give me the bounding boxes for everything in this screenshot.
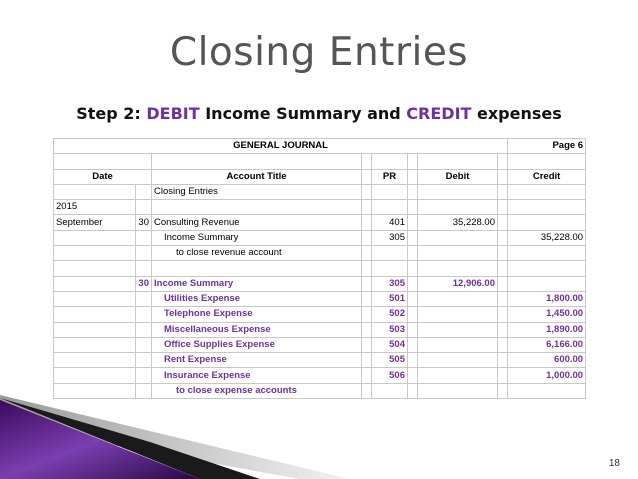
cell-gutter [408,291,418,306]
cell-account: Office Supplies Expense [152,337,362,352]
cell-gutter [362,368,372,383]
cell-account [152,261,362,276]
cell-month [54,230,136,245]
journal-row [54,307,586,322]
step-middle: Income Summary and [199,104,407,123]
cell-day [136,353,152,368]
cell-gutter [498,368,508,383]
cell-gutter [362,230,372,245]
cell-account: Income Summary [152,230,362,245]
cell-gutter [362,246,372,261]
cell-debit [418,200,498,215]
step-debit-word: DEBIT [146,104,200,123]
cell-gutter [498,337,508,352]
cell-month [54,353,136,368]
cell-gutter [498,184,508,199]
cell-pr [372,383,408,398]
cell-day [136,230,152,245]
step-prefix: Step 2: [76,104,147,123]
cell-credit [508,215,586,230]
journal-row [54,230,586,245]
cell-gutter [362,200,372,215]
cell-debit [418,291,498,306]
cell-credit: 1,000.00 [508,368,586,383]
header-pr: PR [372,169,408,184]
cell-month [54,307,136,322]
cell-day [136,322,152,337]
cell-gutter [362,322,372,337]
cell-gutter [362,383,372,398]
cell-debit [418,230,498,245]
cell-gutter [498,307,508,322]
page-number: 18 [608,458,620,469]
cell-gutter [408,383,418,398]
cell-debit [418,383,498,398]
cell-debit [418,246,498,261]
cell-gutter [498,230,508,245]
cell-account: Insurance Expense [152,368,362,383]
step-credit-word: CREDIT [406,104,472,123]
journal-title-row [54,139,586,154]
cell-debit [418,322,498,337]
cell-day [136,383,152,398]
cell-pr [372,261,408,276]
cell-month [54,383,136,398]
cell-pr [372,200,408,215]
header-date: Date [54,169,152,184]
cell-month [54,368,136,383]
general-journal-table [53,138,586,399]
cell-gutter [498,215,508,230]
cell-account: Utilities Expense [152,291,362,306]
cell-account: Income Summary [152,276,362,291]
cell-month: September [54,215,136,230]
journal-row [54,291,586,306]
cell-account: Miscellaneous Expense [152,322,362,337]
cell-gutter [408,215,418,230]
cell-pr: 504 [372,337,408,352]
cell-gutter [408,322,418,337]
cell-gutter [362,307,372,322]
cell-pr: 503 [372,322,408,337]
journal-header-row [54,169,586,184]
cell-account: Closing Entries [152,184,362,199]
cell-debit [418,368,498,383]
cell-account: Consulting Revenue [152,215,362,230]
cell-account: to close expense accounts [152,383,362,398]
cell-gutter [408,184,418,199]
cell-credit [508,184,586,199]
step-heading [0,104,638,123]
cell-pr: 305 [372,276,408,291]
cell-pr: 506 [372,368,408,383]
journal-row [54,337,586,352]
cell-gutter [408,246,418,261]
cell-day [136,337,152,352]
cell-gutter [498,322,508,337]
cell-gutter [408,276,418,291]
journal-title: GENERAL JOURNAL [54,139,508,154]
cell-debit: 35,228.00 [418,215,498,230]
cell-account: Telephone Expense [152,307,362,322]
cell-credit [508,383,586,398]
cell-credit: 600.00 [508,353,586,368]
cell-credit [508,200,586,215]
cell-account [152,200,362,215]
cell-gutter [408,337,418,352]
cell-day [136,291,152,306]
cell-pr: 501 [372,291,408,306]
cell-credit: 1,890.00 [508,322,586,337]
cell-month: 2015 [54,200,136,215]
cell-gutter [362,261,372,276]
cell-debit [418,307,498,322]
cell-debit [418,261,498,276]
slide-title: Closing Entries [169,30,469,75]
cell-month [54,246,136,261]
cell-day [136,246,152,261]
cell-credit [508,246,586,261]
cell-account: to close revenue account [152,246,362,261]
cell-day: 30 [136,276,152,291]
cell-account: Rent Expense [152,353,362,368]
header-credit: Credit [508,169,586,184]
cell-credit: 6,166.00 [508,337,586,352]
header-debit: Debit [418,169,498,184]
cell-gutter [362,184,372,199]
cell-gutter [498,200,508,215]
journal-spacer-row [54,154,586,169]
journal-row [54,353,586,368]
cell-pr: 401 [372,215,408,230]
cell-credit [508,261,586,276]
cell-credit: 35,228.00 [508,230,586,245]
cell-day [136,261,152,276]
cell-pr: 505 [372,353,408,368]
cell-credit: 1,800.00 [508,291,586,306]
journal-row [54,368,586,383]
journal-row [54,383,586,398]
cell-pr: 305 [372,230,408,245]
cell-gutter [498,291,508,306]
cell-month [54,322,136,337]
cell-gutter [362,337,372,352]
journal-row [54,200,586,215]
cell-gutter [498,261,508,276]
cell-day [136,307,152,322]
cell-gutter [498,383,508,398]
step-suffix: expenses [471,104,562,123]
journal-row [54,322,586,337]
cell-gutter [362,276,372,291]
header-account-title: Account Title [152,169,362,184]
cell-gutter [498,246,508,261]
cell-debit: 12,906.00 [418,276,498,291]
cell-pr [372,184,408,199]
cell-credit [508,276,586,291]
cell-day [136,368,152,383]
journal-row [54,246,586,261]
cell-gutter [498,276,508,291]
cell-gutter [408,353,418,368]
cell-pr [372,246,408,261]
cell-gutter [362,215,372,230]
cell-month [54,184,136,199]
cell-credit: 1,450.00 [508,307,586,322]
cell-gutter [498,353,508,368]
cell-month [54,276,136,291]
cell-gutter [408,307,418,322]
cell-day [136,200,152,215]
cell-gutter [362,353,372,368]
cell-gutter [408,368,418,383]
cell-month [54,291,136,306]
journal-row [54,261,586,276]
journal-page-label: Page 6 [508,139,586,154]
cell-day: 30 [136,215,152,230]
cell-month [54,261,136,276]
cell-debit [418,337,498,352]
journal-row [54,215,586,230]
cell-month [54,337,136,352]
cell-pr: 502 [372,307,408,322]
cell-day [136,184,152,199]
journal-row [54,276,586,291]
journal-row [54,184,586,199]
cell-debit [418,184,498,199]
cell-gutter [408,230,418,245]
cell-gutter [362,291,372,306]
cell-debit [418,353,498,368]
cell-gutter [408,200,418,215]
cell-gutter [408,261,418,276]
